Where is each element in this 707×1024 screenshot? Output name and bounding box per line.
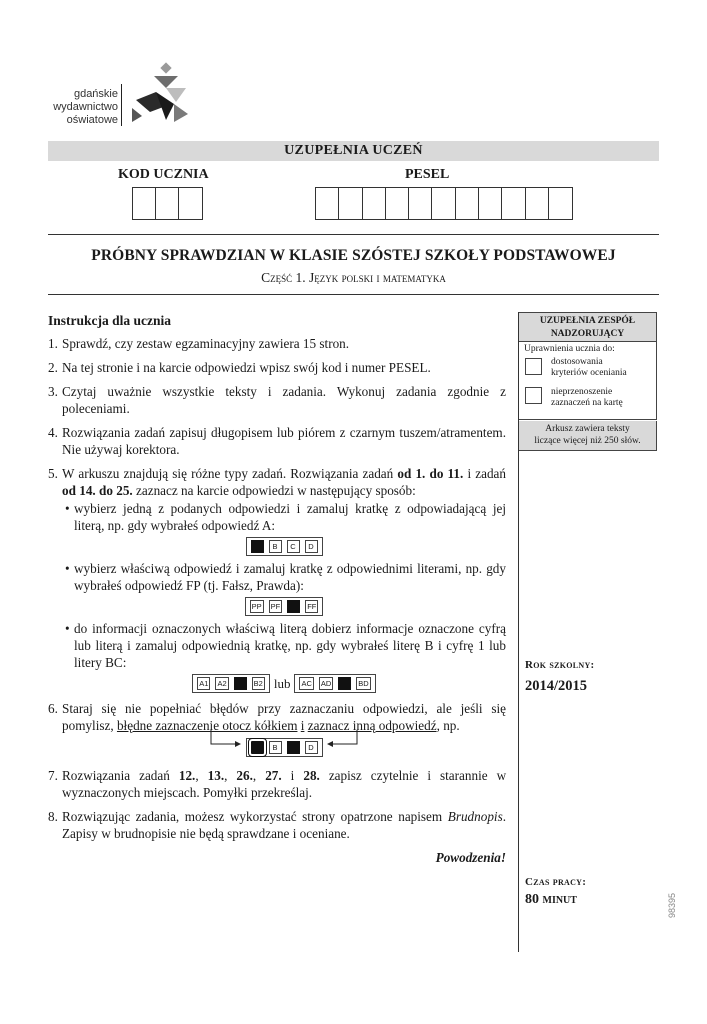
exam-title: PRÓBNY SPRAWDZIAN W KLASIE SZÓSTEJ SZKOŁY PODSTAWOWEJ <box>91 247 616 264</box>
example-single-choice <box>62 537 506 556</box>
instruction-item: 2. Na tej stronie i na karcie odpowiedzi wpisz swój kod i numer PESEL. <box>48 360 431 375</box>
instructions-heading: Instrukcja dla ucznia <box>48 313 172 328</box>
adjusted-criteria-checkbox[interactable] <box>525 358 542 375</box>
student-code-input[interactable] <box>132 187 203 220</box>
instruction-item: 8. Rozwiązując zadania, możesz wykorzystać strony opatrzone napisem Brudnopis. Zapisy w brudnopisie nie będą sprawdzane i oceniane. <box>48 809 507 841</box>
divider <box>48 294 659 295</box>
example-box: PF <box>270 602 281 611</box>
example-box: PP <box>251 602 262 611</box>
exam-subtitle: Część 1. Język polski i matematyka <box>261 270 446 285</box>
student-fill-bar: UZUPEŁNIA UCZEŃ <box>48 141 659 161</box>
or-label: lub <box>273 676 291 691</box>
duration-label: Czas pracy: <box>525 876 587 888</box>
example-box: B <box>269 741 282 754</box>
logo-divider <box>121 84 122 126</box>
school-year-value: 2014/2015 <box>525 678 588 694</box>
example-box: C <box>287 540 300 553</box>
publisher-logo-icon <box>128 62 190 126</box>
example-box <box>338 677 351 690</box>
pesel-label: PESEL <box>405 167 450 182</box>
duration-value: 80 minut <box>525 892 577 907</box>
committee-heading: UZUPEŁNIA ZESPÓŁ NADZORUJĄCY <box>519 312 657 342</box>
student-code-label: KOD UCZNIA <box>118 167 209 182</box>
permissions-label: Uprawnienia ucznia do: <box>524 344 615 354</box>
instruction-item: 4. Rozwiązania zadań zapisuj długopisem lub piórem z czarnym tuszem/atramentem. Nie używaj korektora. <box>48 425 506 457</box>
example-box: FF <box>307 602 317 611</box>
publisher-line-1: gdańskie <box>73 88 118 100</box>
document-code: 98395 <box>667 892 677 918</box>
example-box: BD <box>358 679 369 688</box>
example-box: A2 <box>217 679 227 688</box>
instruction-item: 6. Staraj się nie popełniać błędów przy zaznaczaniu odpowiedzi, ale jeśli się pomylisz, błędne zaznaczenie otocz kółkiem i zaznacz inną odpowiedź, np. B D <box>48 700 506 757</box>
publisher-line-2: wydawnictwo <box>53 101 118 113</box>
instruction-item: 3. Czytaj uważnie wszystkie teksty i zadania. Wykonuj zadania zgodnie z poleceniami. <box>48 384 506 416</box>
instructions <box>48 312 506 866</box>
text-length-note: Arkusz zawiera teksty liczące więcej niż 250 słów. <box>519 421 657 451</box>
example-box: A1 <box>199 679 209 688</box>
example-matching <box>62 674 506 693</box>
no-transfer-checkbox[interactable] <box>525 387 542 404</box>
publisher-line-3: oświatowe <box>66 114 118 126</box>
no-transfer-label: nieprzenoszenie zaznaczeń na kartę <box>551 387 623 408</box>
instruction-item: 7. Rozwiązania zadań 12., 13., 26., 27. i 28. zapisz czytelnie i starannie w wyznaczonych miejscach. Pomyłki przekreślaj. <box>48 768 507 800</box>
example-box: D <box>305 741 318 754</box>
example-box <box>287 741 300 754</box>
example-box: B <box>269 540 282 553</box>
example-box-circled <box>251 741 264 754</box>
pesel-input[interactable] <box>315 187 573 220</box>
instruction-subitem: • do informacji oznaczonych właściwą literą dobierz informacje oznaczone cyfrą lub literą i zamaluj odpowiednią kratkę, np. gdy wybrałeś literę B i cyfrę 1 lub litery BC: <box>65 621 506 670</box>
example-box: AC <box>301 679 312 688</box>
instruction-subitem: • wybierz właściwą odpowiedź i zamaluj kratkę z odpowiednimi literami, np. gdy wybrałeś odpowiedź FP (tj. Fałsz, Prawda): <box>65 561 506 593</box>
closing-text: Powodzenia! <box>435 850 506 865</box>
adjusted-criteria-label: dostosowania kryteriów oceniania <box>551 357 627 378</box>
instruction-item: 5. W arkuszu znajdują się różne typy zadań. Rozwiązania zadań od 1. do 11. i zadań od 14. do 25. zaznacz na karcie odpowiedzi w następujący sposób: • wybierz jedną z podanych odpowiedzi i zamaluj kratkę z odpowiadającą jej literą, np. gdy wybrałeś odpowiedź A: B C D • wybierz właściwą odpowiedź i zamaluj kratkę z odpowiednimi literami, np. gdy wybrałeś odpowiedź FP (tj. Fałsz, Prawda): PP PF FF • do informacji oznaczonych właściwą literą dobierz informacje oznaczone cyfrą lub literą i zamaluj odpowiednią kratkę, np. gdy wybrałeś literę B i cyfrę 1 lub litery BC: A1 A2 B2 lub AC AD BD <box>48 466 506 691</box>
example-box <box>234 677 247 690</box>
example-box <box>251 540 264 553</box>
example-true-false <box>62 597 506 616</box>
school-year-label: Rok szkolny: <box>525 659 595 671</box>
publisher-name <box>48 88 118 127</box>
example-box: D <box>305 540 318 553</box>
instruction-subitem: • wybierz jedną z podanych odpowiedzi i zamaluj kratkę z odpowiadającą jej literą, np. gdy wybrałeś odpowiedź A: <box>65 501 506 533</box>
example-correction <box>62 734 506 757</box>
divider <box>48 234 659 235</box>
example-box <box>287 600 300 613</box>
instruction-item: 1. Sprawdź, czy zestaw egzaminacyjny zawiera 15 stron. <box>48 336 350 351</box>
example-box: B2 <box>253 679 263 688</box>
example-box: AD <box>320 679 332 688</box>
